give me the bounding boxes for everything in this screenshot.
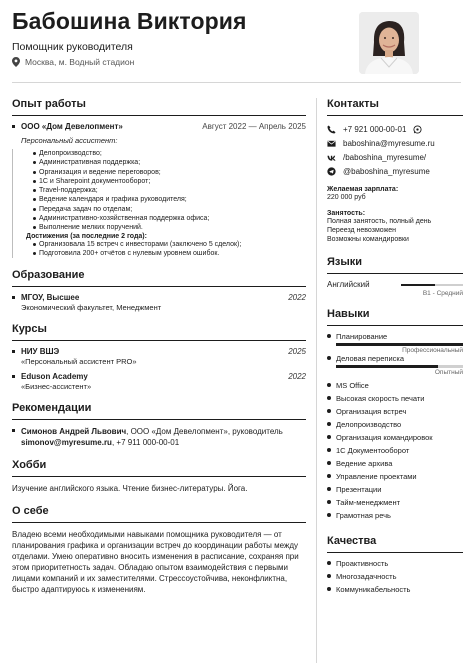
education-title: Образование: [12, 269, 306, 287]
course-provider: Eduson Academy: [21, 372, 88, 382]
list-item: Административная поддержка;: [33, 158, 306, 167]
experience-details: [12, 149, 306, 258]
list-item: 1С и Sharepoint документооборот;: [33, 177, 306, 186]
skill-level: Профессиональный: [402, 347, 463, 354]
employment-item: Возможны командировки: [327, 236, 409, 243]
list-item: Проактивность: [327, 559, 463, 572]
contacts-section: [327, 98, 463, 244]
qualities-list: [327, 559, 463, 598]
recommender-phone: , +7 911 000-00-01: [111, 438, 180, 448]
hobby-section: [12, 459, 306, 494]
language-row: [327, 280, 463, 289]
employment-item: Полная занятость, полный день: [327, 218, 432, 225]
list-item: Организация и ведение переговоров;: [33, 168, 306, 177]
list-item: Административно-хозяйственная поддержка офиса;: [33, 214, 306, 223]
recommender-line: [21, 426, 306, 437]
list-item: Делопроизводство;: [33, 149, 306, 158]
language-level-bar: [401, 284, 463, 286]
list-item: Управление проектами: [327, 472, 463, 485]
telegram-text: @baboshina_myresume: [343, 166, 430, 176]
location-text: Москва, м. Водный стадион: [25, 57, 135, 67]
left-column: [12, 98, 306, 606]
list-item: Коммуникабельность: [327, 585, 463, 598]
list-item: Ведение архива: [327, 459, 463, 472]
language-level: B1 - Средний: [422, 290, 463, 297]
skill-level: Опытный: [434, 369, 463, 376]
contacts-title: Контакты: [327, 98, 463, 116]
duties-list: [33, 149, 306, 233]
recommendation-entry: [12, 426, 306, 448]
recommendations-title: Рекомендации: [12, 402, 306, 420]
experience-section: [12, 98, 306, 258]
list-item: Организация командировок: [327, 433, 463, 446]
location: [12, 57, 134, 67]
column-divider: [316, 98, 317, 663]
faculty: Экономический факультет, Менеджмент: [21, 303, 162, 313]
about-text: Владею всеми необходимыми навыками помощника руководителя — от планирования графика и организации встреч до координации работы между отделами. Умею оперативно вносить изменения в расписание, сохраняя при этом приоритетность задач. Обладаю опытом взаимодействия с первыми лицами компаний и их заместителями. Стрессоустойчива, неконфликтна, быстро адаптируюсь к изменениям.: [12, 530, 299, 595]
skill-name: Планирование: [327, 332, 463, 341]
education-section: [12, 269, 306, 312]
list-item: Многозадачность: [327, 572, 463, 585]
contact-telegram[interactable]: [327, 164, 463, 178]
telegram-icon: [327, 167, 336, 176]
position-title: Персональный ассистент:: [21, 136, 118, 145]
recommender-company: , ООО «Дом Девелопмент», руководитель: [126, 427, 283, 437]
experience-title: Опыт работы: [12, 98, 306, 116]
salary-value: 220 000 руб: [327, 194, 366, 201]
course-name: «Персональный ассистент PRO»: [21, 357, 137, 367]
course-entry: [12, 372, 306, 391]
list-item: Travel-поддержка;: [33, 186, 306, 195]
list-item: Ведение календаря и графика руководителя;: [33, 195, 306, 204]
skill-level-fill: [336, 365, 438, 368]
skill-name: Деловая переписка: [327, 354, 463, 363]
achievements-list: [33, 240, 306, 259]
recommender-name: Симонов Андрей Львович: [21, 427, 127, 437]
language-level-fill: [401, 284, 435, 286]
list-item: Организация встреч: [327, 407, 463, 420]
whatsapp-icon: [413, 125, 422, 134]
company-name: ООО «Дом Девелопмент»: [21, 122, 123, 131]
job-title: Помощник руководителя: [12, 41, 133, 53]
qualities-section: [327, 535, 463, 598]
skills-title: Навыки: [327, 308, 463, 326]
list-item: Делопроизводство: [327, 420, 463, 433]
contact-email[interactable]: [327, 136, 463, 150]
skill-level-bar: [336, 365, 463, 368]
list-item: Подготовила 200+ отчётов с нулевым уровнем ошибок.: [33, 249, 306, 258]
courses-title: Курсы: [12, 323, 306, 341]
course-entry: [12, 347, 306, 366]
education-entry: [12, 293, 306, 312]
recommendations-section: [12, 402, 306, 448]
course-provider: НИУ ВШЭ: [21, 347, 60, 357]
education-year: 2022: [288, 293, 306, 303]
education-row: [21, 293, 306, 302]
salary-label: Желаемая зарплата:: [327, 186, 399, 193]
courses-section: [12, 323, 306, 391]
hobby-title: Хобби: [12, 459, 306, 477]
experience-row: [21, 122, 306, 131]
skill-level-fill: [336, 343, 463, 346]
phone-icon: [327, 125, 336, 134]
qualities-title: Качества: [327, 535, 463, 553]
course-row: [21, 372, 306, 381]
course-year: 2025: [288, 347, 306, 357]
list-item: Организовала 15 встреч с инвесторами (заключено 5 сделок);: [33, 240, 306, 249]
candidate-name: Бабошина Виктория: [12, 8, 247, 34]
school-name: МГОУ, Высшее: [21, 293, 80, 303]
list-item: MS Office: [327, 381, 463, 394]
right-column: [327, 98, 463, 609]
portrait-photo-icon: [359, 12, 419, 74]
list-item: Передача задач по отделам;: [33, 205, 306, 214]
skills-section: [327, 308, 463, 524]
list-item: Тайм-менеджмент: [327, 498, 463, 511]
header-divider: [12, 82, 461, 83]
language-name: Английский: [327, 280, 370, 289]
achievements-title: Достижения (за последние 2 года):: [26, 232, 147, 240]
hobby-text: Изучение английского языка. Чтение бизнес-литературы. Йога.: [12, 484, 248, 494]
recommender-contacts: [21, 437, 306, 448]
list-item: Грамотная речь: [327, 511, 463, 524]
list-item: Презентации: [327, 485, 463, 498]
skills-list: [327, 381, 463, 524]
profile-photo: [359, 12, 419, 74]
vk-text: /baboshina_myresume/: [343, 152, 427, 162]
skill-level-bar: [336, 343, 463, 346]
languages-title: Языки: [327, 256, 463, 274]
contact-phone[interactable]: [327, 122, 463, 136]
employment-label: Занятость:: [327, 210, 366, 217]
recommender-email[interactable]: simonov@myresume.ru: [21, 438, 112, 448]
course-year: 2022: [288, 372, 306, 382]
experience-dates: Август 2022 — Апрель 2025: [202, 122, 306, 131]
location-pin-icon: [12, 57, 20, 67]
languages-section: [327, 256, 463, 297]
course-row: [21, 347, 306, 356]
mail-icon: [327, 139, 336, 148]
about-title: О себе: [12, 505, 306, 523]
experience-entry: [12, 122, 306, 145]
contact-vk[interactable]: [327, 150, 463, 164]
phone-text: +7 921 000-00-01: [343, 124, 407, 134]
email-text: baboshina@myresume.ru: [343, 138, 435, 148]
vk-icon: [327, 153, 336, 162]
course-name: «Бизнес-ассистент»: [21, 382, 92, 392]
list-item: 1С Документооборот: [327, 446, 463, 459]
resume-header: [0, 0, 473, 88]
list-item: Высокая скорость печати: [327, 394, 463, 407]
about-section: [12, 505, 306, 595]
employment-item: Переезд невозможен: [327, 227, 397, 234]
list-item: Выполнение мелких поручений.: [33, 223, 306, 232]
